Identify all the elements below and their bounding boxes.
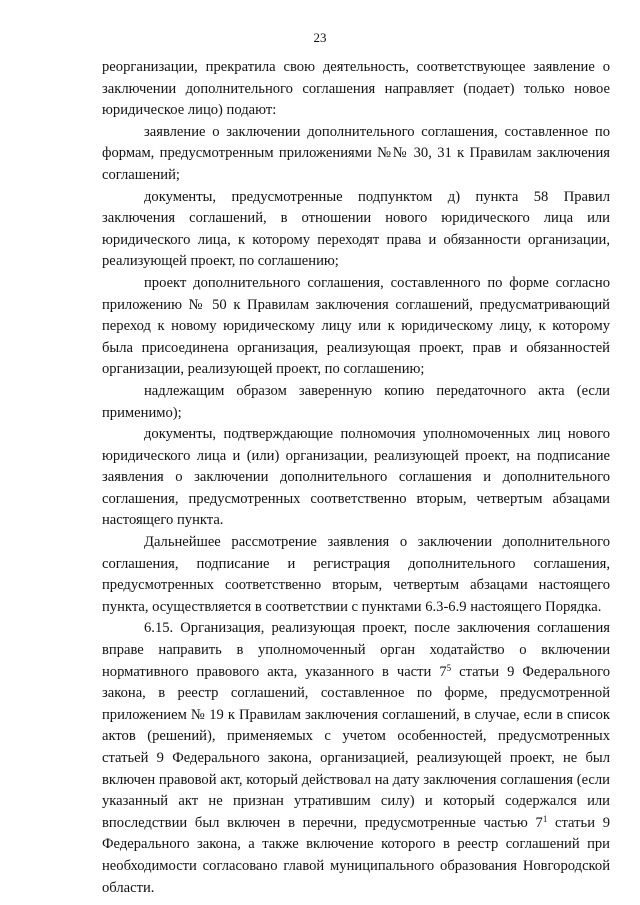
superscript-1: 1 xyxy=(542,813,548,824)
paragraph-section-6-15 xyxy=(102,618,610,899)
paragraph-transfer-act-copy: надлежащим образом заверенную копию передаточного акта (если применимо); xyxy=(102,382,610,421)
paragraph-application-form: заявление о заключении дополнительного соглашения, составленное по формам, предусмотренным приложениями №№ 30, 31 к Правилам заключения соглашений; xyxy=(102,123,610,183)
section-6-15-part-2: статьи 9 Федерального закона, в реестр соглашений, составленное по форме, предусмотренной приложением № 19 к Правилам заключения соглашений, в случае, если в список актов (решений), применяемых с учетом особенностей, предусмотренных статьей 9 Федерального закона, организацией, реализующей проект, не был включен правовой акт, который действовал на дату заключения соглашения (если указанный акт не признан утратившим силу) и который содержался или впоследствии был включен в перечни, предусмотренные частью 7 xyxy=(102,663,610,831)
document-body xyxy=(102,57,610,899)
superscript-5: 5 xyxy=(446,662,452,673)
page-number: 23 xyxy=(313,30,327,45)
paragraph-documents-item-58: документы, предусмотренные подпунктом д) пункта 58 Правил заключения соглашений, в отношении нового юридического лица или юридического лица, к которому переходят права и обязанности организации, реализующей проект, по соглашению; xyxy=(102,188,610,270)
paragraph-draft-agreement: проект дополнительного соглашения, составленного по форме согласно приложению № 50 к Правилам заключения соглашений, предусматривающий переход к новому юридическому лицу или к юридическому лицу, к которому была присоединена организация, реализующая проект, прав и обязанностей организации, реализующей проект, по соглашению; xyxy=(102,274,610,378)
paragraph-authority-documents: документы, подтверждающие полномочия уполномоченных лиц нового юридического лица и (или) организации, реализующей проект, на подписание заявления о заключении дополнительного соглашения и дополнительного соглашения, предусмотренных соответственно вторым, четвертым абзацами настоящего пункта. xyxy=(102,426,610,529)
section-6-15-part-1: 6.15. Организация, реализующая проект, после заключения соглашения вправе направить в уполномоченный орган ходатайство о включении нормативного правового акта, указанного в части 7 xyxy=(102,620,610,680)
section-6-15-part-3: статьи 9 Федерального закона, а также включение которого в реестр соглашений при необходимости согласовано главой муниципального образования Новгородской области. xyxy=(102,814,611,896)
paragraph-further-consideration: Дальнейшее рассмотрение заявления о заключении дополнительного соглашения, подписание и регистрация дополнительного соглашения, предусмотренных соответственно вторым, четвертым абзацами настоящего пункта, осуществляется в соответствии с пунктами 6.3-6.9 настоящего Порядка. xyxy=(102,534,610,615)
paragraph-reorganization-intro: реорганизации, прекратила свою деятельность, соответствующее заявление о заключении дополнительного соглашения направляет (подает) только новое юридическое лицо) подают: xyxy=(102,59,610,119)
